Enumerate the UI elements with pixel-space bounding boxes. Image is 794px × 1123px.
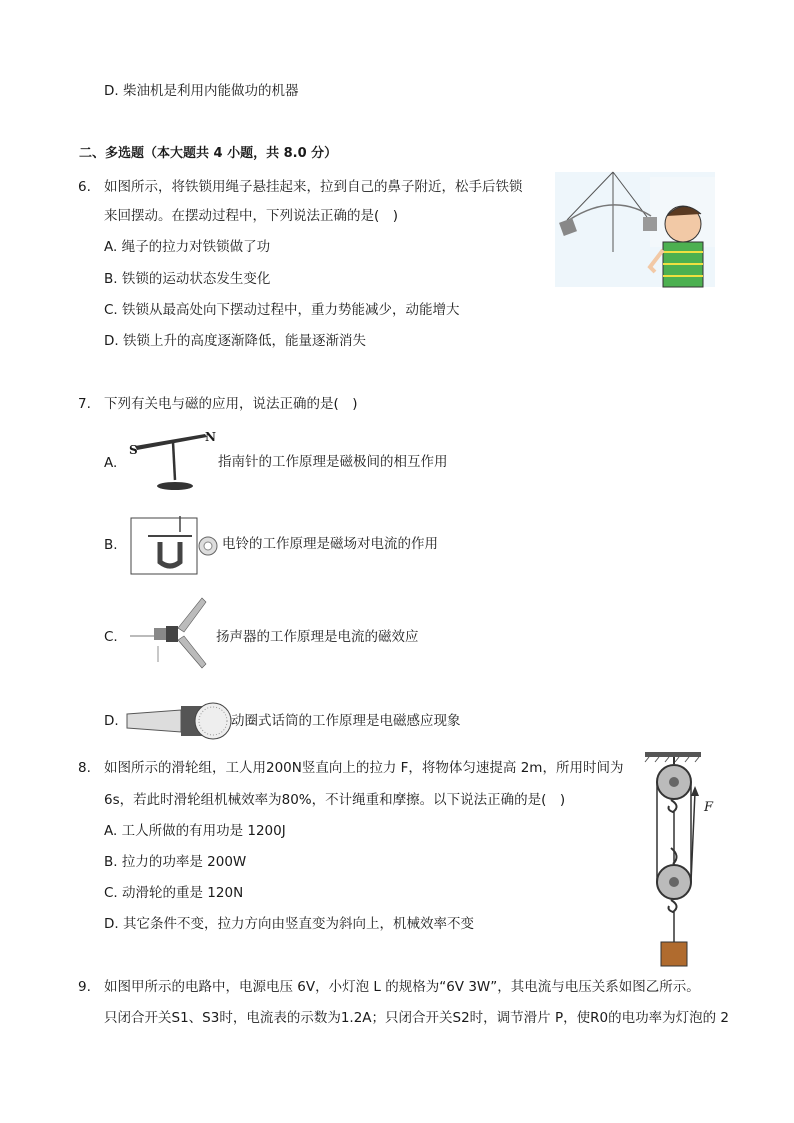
q7-option-b-text: 电铃的工作原理是磁场对电流的作用 xyxy=(222,536,438,552)
q7-stem: 下列有关电与磁的应用，说法正确的是( ) xyxy=(104,396,358,412)
q7-option-c-text: 扬声器的工作原理是电流的磁效应 xyxy=(216,629,419,645)
q6-option-a: A. 绳子的拉力对铁锁做了功 xyxy=(104,239,271,255)
q9-stem-line1: 如图甲所示的电路中，电源电压 6V，小灯泡 L 的规格为“6V 3W”，其电流与电压关系如图乙所示。 xyxy=(104,979,700,995)
q6-stem-line2: 来回摆动。在摆动过程中，下列说法正确的是( ) xyxy=(104,208,399,224)
pendulum-figure xyxy=(555,172,715,287)
compass-s-label: S xyxy=(129,443,138,457)
q6-stem-line1: 如图所示，将铁锁用绳子悬挂起来，拉到自己的鼻子附近，松手后铁锁 xyxy=(104,179,523,195)
q7-option-d-letter: D. xyxy=(104,713,119,729)
pulley-figure xyxy=(643,752,723,968)
q9-stem-line2: 只闭合开关S1、S3时，电流表的示数为1.2A；只闭合开关S2时，调节滑片 P，使R0的电功率为灯泡的 2 xyxy=(104,1010,729,1026)
electric-bell-figure xyxy=(128,512,222,576)
q6-number: 6. xyxy=(78,179,91,195)
q7-option-c-letter: C. xyxy=(104,629,118,645)
microphone-figure xyxy=(125,696,231,746)
section-heading: 二、多选题（本大题共 4 小题，共 8.0 分） xyxy=(79,146,338,161)
q8-number: 8. xyxy=(78,760,91,776)
compass-figure xyxy=(125,428,217,494)
pulley-force-label: F xyxy=(704,800,714,815)
speaker-figure xyxy=(128,596,214,672)
compass-n-label: N xyxy=(205,430,216,444)
q6-option-b: B. 铁锁的运动状态发生变化 xyxy=(104,271,271,287)
q8-stem-line1: 如图所示的滑轮组，工人用200N竖直向上的拉力 F，将物体匀速提高 2m，所用时间为 xyxy=(104,760,624,776)
q8-option-c: C. 动滑轮的重是 120N xyxy=(104,885,244,901)
q8-option-a: A. 工人所做的有用功是 1200J xyxy=(104,823,286,839)
q7-option-b-letter: B. xyxy=(104,537,118,553)
q7-number: 7. xyxy=(78,396,91,412)
q6-option-d: D. 铁锁上升的高度逐渐降低，能量逐渐消失 xyxy=(104,333,366,349)
q6-option-c: C. 铁锁从最高处向下摆动过程中，重力势能减少，动能增大 xyxy=(104,302,460,318)
q8-stem-line2: 6s，若此时滑轮组机械效率为80%，不计绳重和摩擦。以下说法正确的是( ) xyxy=(104,792,566,808)
q8-option-b: B. 拉力的功率是 200W xyxy=(104,854,247,870)
q8-option-d: D. 其它条件不变，拉力方向由竖直变为斜向上，机械效率不变 xyxy=(104,916,474,932)
q7-option-d-text: 动圈式话筒的工作原理是电磁感应现象 xyxy=(231,713,461,729)
q5-option-d: D. 柴油机是利用内能做功的机器 xyxy=(104,83,299,99)
q9-number: 9. xyxy=(78,979,91,995)
q7-option-a-letter: A. xyxy=(104,455,118,471)
q7-option-a-text: 指南针的工作原理是磁极间的相互作用 xyxy=(218,454,448,470)
